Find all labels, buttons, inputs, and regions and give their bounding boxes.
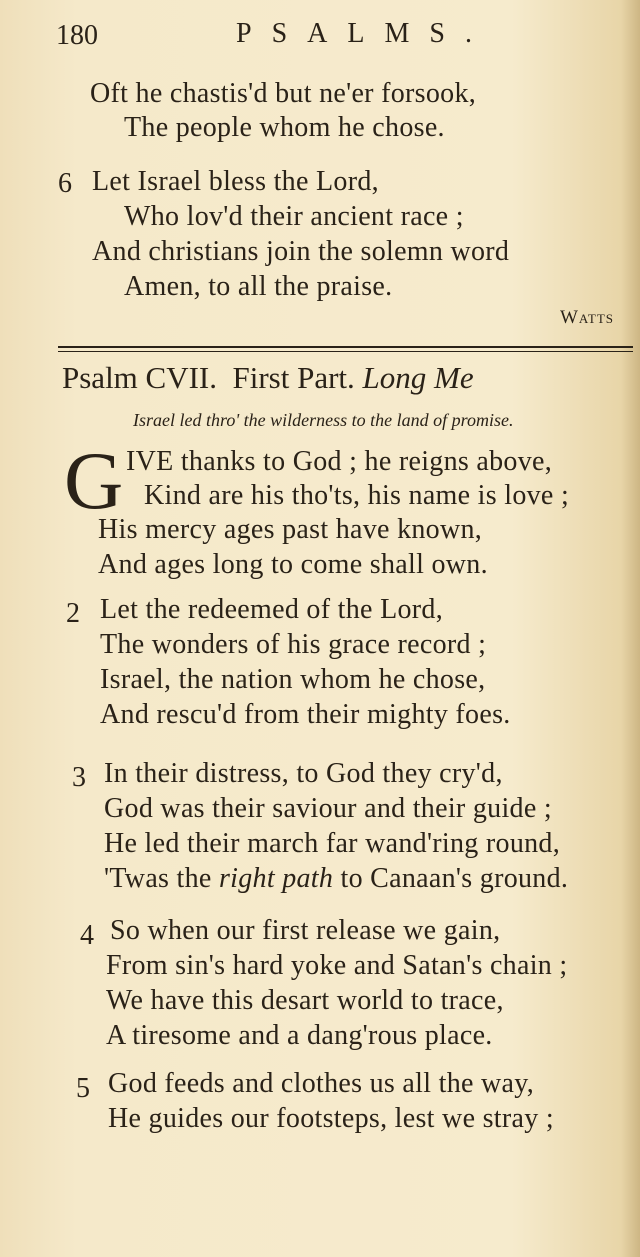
poem-line: Let Israel bless the Lord,	[92, 166, 379, 197]
poem-line: Oft he chastis'd but ne'er forsook,	[90, 78, 477, 109]
verse-number: 2	[66, 598, 80, 629]
poem-line: A tiresome and a dang'rous place.	[106, 1020, 493, 1051]
drop-cap: G	[64, 435, 124, 526]
poem-line: The people whom he chose.	[124, 112, 445, 143]
poem-line: And rescu'd from their mighty foes.	[100, 699, 511, 730]
poem-line: IVE thanks to God ; he reigns above,	[126, 446, 553, 477]
poem-line: God was their saviour and their guide ;	[104, 793, 552, 824]
psalm-number: Psalm CVII.	[62, 360, 217, 395]
poem-line: Let the redeemed of the Lord,	[100, 594, 443, 625]
section-rule	[58, 346, 633, 348]
poem-line: His mercy ages past have known,	[98, 514, 483, 545]
poem-line: God feeds and clothes us all the way,	[108, 1068, 535, 1099]
poem-line: He guides our footsteps, lest we stray ;	[108, 1103, 554, 1134]
poem-line: From sin's hard yoke and Satan's chain ;	[106, 950, 568, 981]
poem-line: Who lov'd their ancient race ;	[124, 201, 464, 232]
verse-number: 6	[58, 168, 72, 199]
verse-number: 5	[76, 1073, 90, 1104]
poem-line: Israel, the nation whom he chose,	[100, 664, 486, 695]
page-number: 180	[56, 20, 98, 51]
psalm-part: First Part.	[232, 360, 355, 395]
psalm-meter: Long Me	[362, 360, 474, 395]
poem-line: The wonders of his grace record ;	[100, 629, 487, 660]
poem-line: He led their march far wand'ring round,	[104, 828, 561, 859]
poem-line: So when our first release we gain,	[110, 915, 501, 946]
attribution: Watts	[560, 307, 614, 328]
poem-line: Amen, to all the praise.	[124, 271, 393, 302]
poem-line: Kind are his tho'ts, his name is love ;	[144, 480, 570, 511]
poem-line-text: to Canaan's ground.	[333, 863, 569, 894]
poem-line: We have this desart world to trace,	[106, 985, 504, 1016]
poem-line: In their distress, to God they cry'd,	[104, 758, 503, 789]
psalm-heading	[62, 360, 474, 396]
verse-number: 4	[80, 920, 94, 951]
section-rule-thin	[58, 351, 633, 352]
poem-line	[104, 865, 568, 893]
poem-line-italic: right path	[218, 863, 334, 894]
running-title: PSALMS.	[236, 18, 492, 49]
poem-line-text: 'Twas the	[104, 863, 219, 894]
poem-line: And christians join the solemn word	[92, 236, 510, 267]
psalm-subtitle: Israel led thro' the wilderness to the land of promise.	[133, 410, 514, 430]
poem-line: And ages long to come shall own.	[98, 549, 488, 580]
verse-number: 3	[72, 762, 86, 793]
